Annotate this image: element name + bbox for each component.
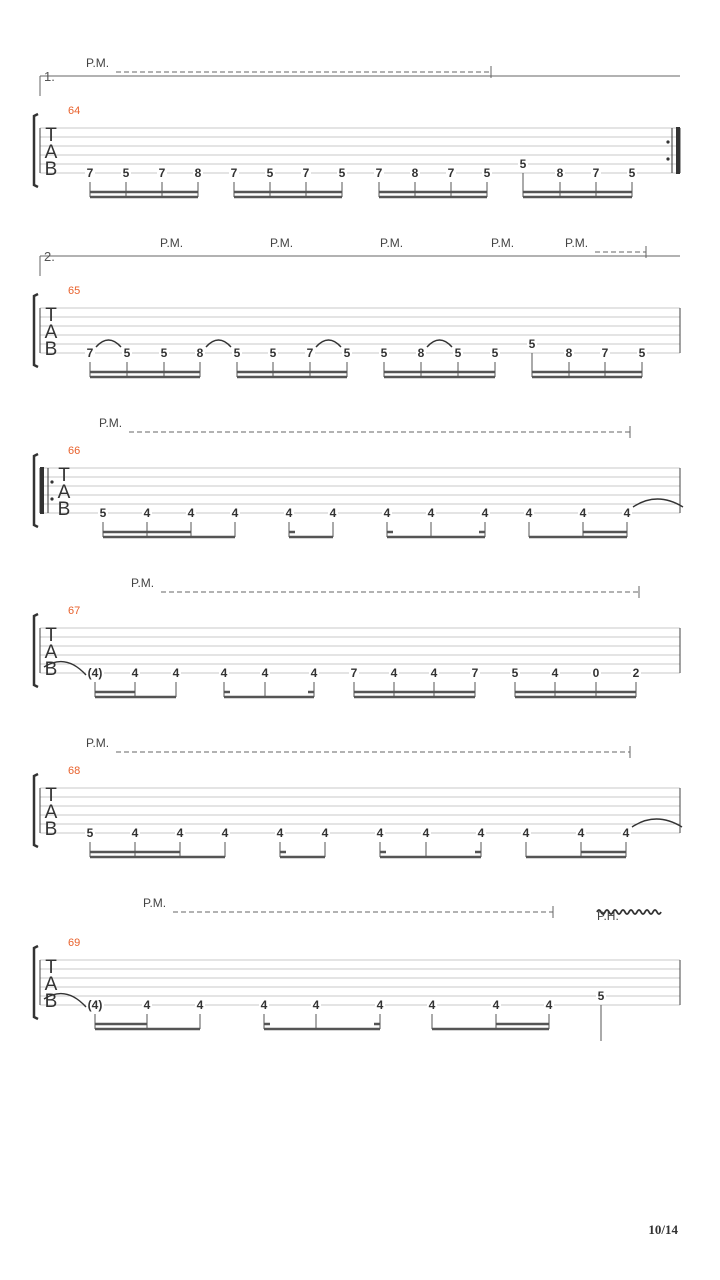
palm-mute-label: P.M. — [86, 56, 110, 70]
fret-number: 5 — [519, 157, 527, 171]
tab-clef-letter: B — [44, 159, 58, 180]
repeat-end-thick-bar — [676, 127, 680, 174]
fret-number: 4 — [376, 826, 384, 840]
fret-number: 5 — [99, 506, 107, 520]
fret-number: 4 — [545, 998, 553, 1012]
fret-number: 4 — [577, 826, 585, 840]
fret-number: 8 — [196, 346, 204, 360]
fret-number: 4 — [285, 506, 293, 520]
tab-clef-letter: B — [44, 819, 58, 840]
fret-number: 8 — [417, 346, 425, 360]
fret-number: 7 — [230, 166, 238, 180]
measure-number: 64 — [68, 105, 81, 117]
fret-number: (4) — [87, 998, 103, 1012]
repeat-dot — [666, 140, 669, 143]
fret-number: 5 — [338, 166, 346, 180]
fret-number: 5 — [86, 826, 94, 840]
tab-clef-letter: T — [45, 125, 57, 146]
fret-number: 7 — [592, 166, 600, 180]
system-bracket — [34, 114, 38, 187]
fret-number: 4 — [231, 506, 239, 520]
tab-clef-letter: B — [44, 659, 58, 680]
volta-number: 2. — [44, 249, 55, 264]
fret-number: 4 — [143, 998, 151, 1012]
measure-number: 68 — [68, 765, 81, 777]
fret-number: 4 — [430, 666, 438, 680]
fret-number: 7 — [86, 346, 94, 360]
fret-number: 4 — [321, 826, 329, 840]
tab-clef-letter: A — [44, 802, 58, 823]
fret-number: 4 — [481, 506, 489, 520]
palm-mute-label: P.M. — [380, 236, 404, 250]
fret-number: 4 — [551, 666, 559, 680]
fret-number: 8 — [194, 166, 202, 180]
measure-number: 66 — [68, 445, 81, 457]
tab-clef-letter: T — [45, 305, 57, 326]
fret-number: 5 — [491, 346, 499, 360]
tie-out — [632, 819, 682, 827]
fret-number: 4 — [176, 826, 184, 840]
fret-number: 7 — [471, 666, 479, 680]
page-number: 10/14 — [648, 1222, 678, 1237]
tab-clef-letter: T — [58, 465, 70, 486]
fret-number: 4 — [477, 826, 485, 840]
system-bracket — [34, 454, 38, 527]
fret-number: 5 — [122, 166, 130, 180]
fret-number: 5 — [160, 346, 168, 360]
fret-number: 4 — [428, 998, 436, 1012]
tab-clef-letter: A — [57, 482, 71, 503]
fret-number: 5 — [269, 346, 277, 360]
fret-number: 7 — [306, 346, 314, 360]
system-bracket — [34, 294, 38, 367]
fret-number: 5 — [233, 346, 241, 360]
fret-number: 4 — [623, 506, 631, 520]
measure-number: 69 — [68, 937, 81, 949]
fret-number: 4 — [260, 998, 268, 1012]
fret-number: 4 — [622, 826, 630, 840]
fret-number: 7 — [447, 166, 455, 180]
repeat-dot — [666, 157, 669, 160]
fret-number: 4 — [131, 666, 139, 680]
tab-clef-letter: T — [45, 957, 57, 978]
fret-number: 5 — [483, 166, 491, 180]
fret-number: 4 — [312, 998, 320, 1012]
palm-mute-label: P.M. — [143, 896, 167, 910]
fret-number: 4 — [422, 826, 430, 840]
fret-number: 5 — [638, 346, 646, 360]
fret-number: 5 — [597, 989, 605, 1003]
tab-clef-letter: B — [44, 991, 58, 1012]
pinch-harmonic-label: P.H. — [597, 909, 619, 923]
palm-mute-label: P.M. — [565, 236, 589, 250]
system-bracket — [34, 614, 38, 687]
fret-number: (4) — [87, 666, 103, 680]
tab-clef-letter: T — [45, 625, 57, 646]
fret-number: 4 — [131, 826, 139, 840]
palm-mute-label: P.M. — [86, 736, 110, 750]
fret-number: 4 — [427, 506, 435, 520]
fret-number: 5 — [528, 337, 536, 351]
fret-number: 5 — [380, 346, 388, 360]
tab-clef-letter: T — [45, 785, 57, 806]
fret-number: 4 — [525, 506, 533, 520]
tab-clef-letter: B — [44, 339, 58, 360]
fret-number: 7 — [601, 346, 609, 360]
tab-clef-letter: A — [44, 322, 58, 343]
fret-number: 4 — [310, 666, 318, 680]
tab-clef-letter: A — [44, 142, 58, 163]
fret-number: 5 — [511, 666, 519, 680]
fret-number: 5 — [266, 166, 274, 180]
repeat-dot — [50, 480, 53, 483]
palm-mute-label: P.M. — [99, 416, 123, 430]
fret-number: 7 — [86, 166, 94, 180]
fret-number: 4 — [492, 998, 500, 1012]
fret-number: 7 — [375, 166, 383, 180]
tab-clef-letter: B — [57, 499, 71, 520]
fret-number: 4 — [522, 826, 530, 840]
palm-mute-label: P.M. — [160, 236, 184, 250]
system-bracket — [34, 774, 38, 847]
fret-number: 8 — [556, 166, 564, 180]
palm-mute-label: P.M. — [270, 236, 294, 250]
fret-number: 7 — [158, 166, 166, 180]
repeat-start-thick-bar — [40, 467, 44, 514]
fret-number: 4 — [187, 506, 195, 520]
fret-number: 2 — [632, 666, 640, 680]
tab-clef-letter: A — [44, 642, 58, 663]
fret-number: 4 — [220, 666, 228, 680]
fret-number: 5 — [123, 346, 131, 360]
palm-mute-label: P.M. — [131, 576, 155, 590]
fret-number: 8 — [565, 346, 573, 360]
fret-number: 4 — [376, 998, 384, 1012]
fret-number: 4 — [390, 666, 398, 680]
fret-number: 4 — [579, 506, 587, 520]
fret-number: 4 — [261, 666, 269, 680]
fret-number: 7 — [302, 166, 310, 180]
volta-number: 1. — [44, 69, 55, 84]
measure-number: 67 — [68, 605, 81, 617]
measure-number: 65 — [68, 285, 81, 297]
fret-number: 0 — [592, 666, 600, 680]
fret-number: 4 — [221, 826, 229, 840]
fret-number: 5 — [454, 346, 462, 360]
fret-number: 8 — [411, 166, 419, 180]
tab-clef-letter: A — [44, 974, 58, 995]
fret-number: 4 — [383, 506, 391, 520]
system-bracket — [34, 946, 38, 1019]
tie-out — [633, 499, 683, 507]
fret-number: 5 — [628, 166, 636, 180]
fret-number: 4 — [196, 998, 204, 1012]
fret-number: 5 — [343, 346, 351, 360]
fret-number: 4 — [329, 506, 337, 520]
fret-number: 7 — [350, 666, 358, 680]
palm-mute-label: P.M. — [491, 236, 515, 250]
fret-number: 4 — [172, 666, 180, 680]
repeat-dot — [50, 497, 53, 500]
fret-number: 4 — [143, 506, 151, 520]
fret-number: 4 — [276, 826, 284, 840]
